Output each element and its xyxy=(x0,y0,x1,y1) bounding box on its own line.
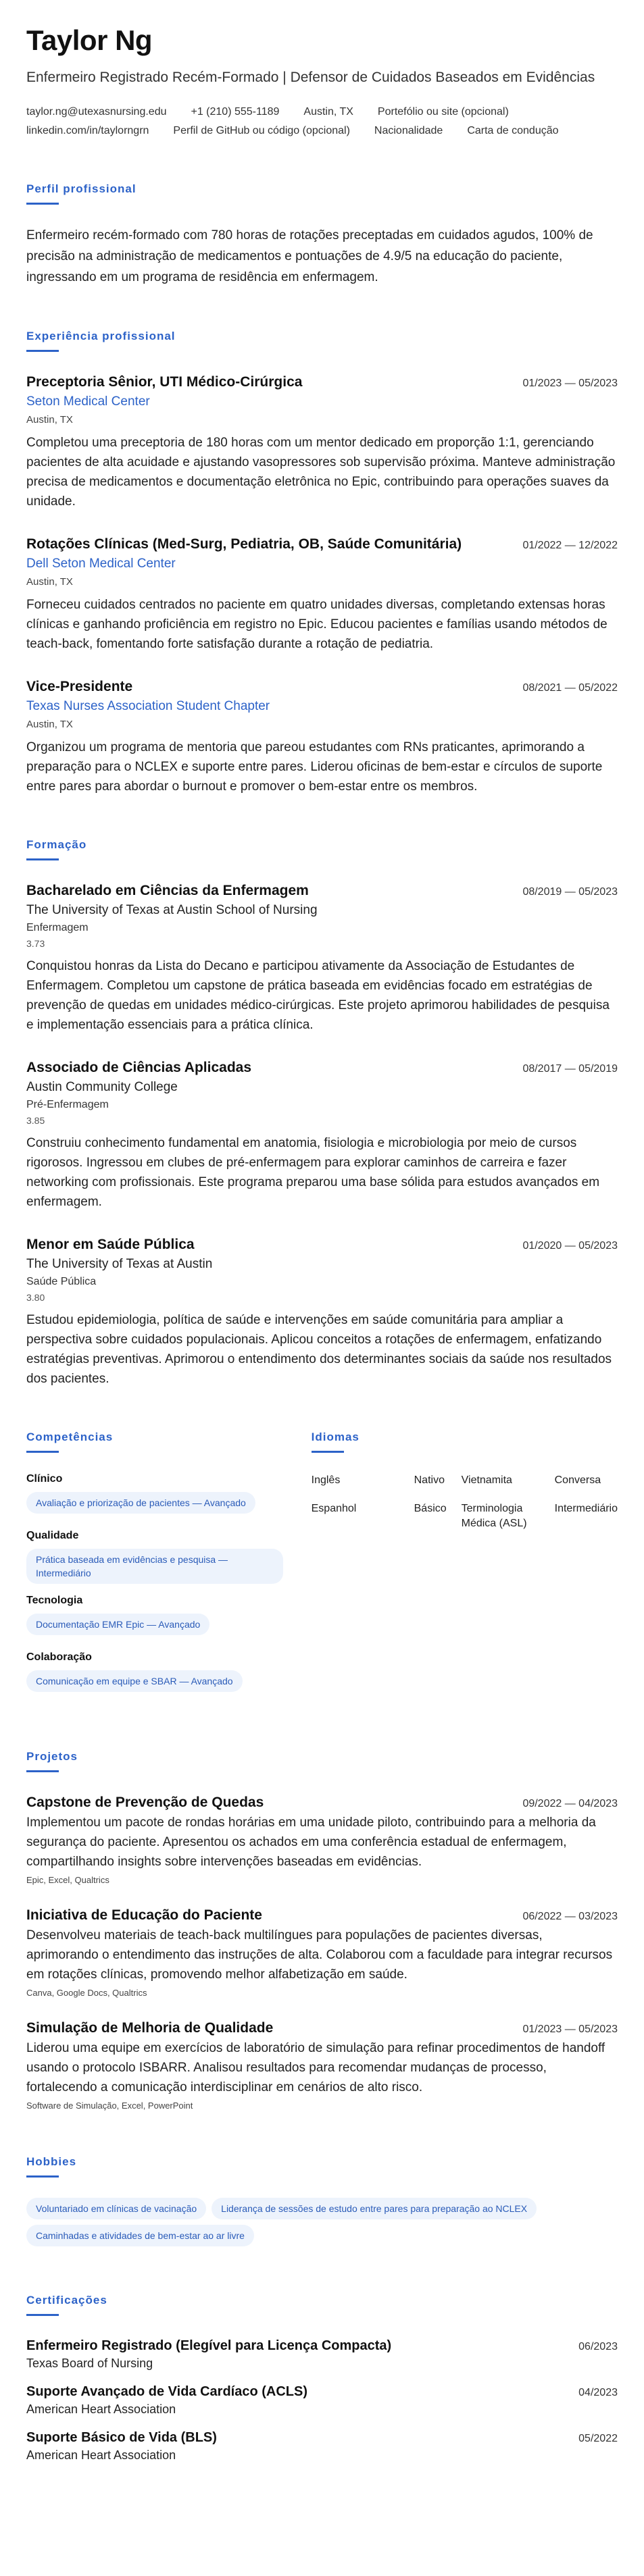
school-name: The University of Texas at Austin xyxy=(26,1257,213,1271)
skill-chip: Prática baseada em evidências e pesquisa — Intermediário xyxy=(26,1549,283,1584)
experience-item xyxy=(26,372,618,511)
job-location: Austin, TX xyxy=(26,414,73,426)
section-title: Experiência profissional xyxy=(26,330,176,342)
job-title: Preceptoria Sênior, UTI Médico-Cirúrgica xyxy=(26,374,303,390)
contact-phone[interactable]: +1 (210) 555-1189 xyxy=(191,106,280,118)
contact-location: Austin, TX xyxy=(303,106,353,118)
certification-name: Suporte Avançado de Vida Cardíaco (ACLS) xyxy=(26,2384,308,2399)
section-title: Hobbies xyxy=(26,2155,77,2168)
skill-group-name: Qualidade xyxy=(26,1530,79,1541)
field-of-study: Pré-Enfermagem xyxy=(26,1099,109,1110)
job-org[interactable]: Seton Medical Center xyxy=(26,394,150,409)
contact-github[interactable]: Perfil de GitHub ou código (opcional) xyxy=(173,125,350,136)
degree-title: Associado de Ciências Aplicadas xyxy=(26,1060,252,1075)
certifications-section xyxy=(26,2294,618,2463)
certification-item xyxy=(26,2428,618,2463)
job-description: Organizou um programa de mentoria que pareou estudantes com RNs praticantes, aprimorando a preparação para o NCLEX e suporte entre pares. Liderou oficinas de bem-estar e círculos de suporte entre pares para abordar o burnout e promover o bem-estar entre os membros. xyxy=(26,740,603,794)
job-org[interactable]: Dell Seton Medical Center xyxy=(26,557,176,571)
project-tools: Canva, Google Docs, Qualtrics xyxy=(26,1988,147,1998)
field-of-study: Saúde Pública xyxy=(26,1276,97,1287)
project-date: 06/2022 — 03/2023 xyxy=(522,1911,618,1922)
certification-item xyxy=(26,2336,618,2371)
contact-email[interactable]: taylor.ng@utexasnursing.edu xyxy=(26,106,167,118)
skill-group-name: Tecnologia xyxy=(26,1595,83,1606)
project-item xyxy=(26,1905,618,2001)
gpa: 3.73 xyxy=(26,938,45,949)
language-level: Intermediário xyxy=(554,1503,618,1514)
project-name: Iniciativa de Educação do Paciente xyxy=(26,1907,262,1923)
project-item xyxy=(26,1793,618,1888)
education-date: 08/2017 — 05/2019 xyxy=(522,1063,618,1075)
language-row xyxy=(312,1473,618,1488)
languages-section xyxy=(312,1431,618,1708)
section-divider xyxy=(26,350,59,352)
certification-date: 06/2023 xyxy=(578,2341,618,2352)
resume-header xyxy=(26,24,618,140)
certification-date: 04/2023 xyxy=(578,2387,618,2398)
experience-item xyxy=(26,677,618,796)
project-tools: Epic, Excel, Qualtrics xyxy=(26,1875,109,1885)
skill-group xyxy=(26,1651,283,1697)
contact-linkedin[interactable]: linkedin.com/in/taylorngrn xyxy=(26,125,149,136)
section-divider xyxy=(312,1451,344,1453)
school-name: Austin Community College xyxy=(26,1080,178,1094)
project-item xyxy=(26,2018,618,2113)
section-divider xyxy=(26,1770,59,1772)
contact-license: Carta de condução xyxy=(467,125,559,136)
section-title: Projetos xyxy=(26,1750,78,1763)
section-title: Certificações xyxy=(26,2294,107,2307)
education-description: Conquistou honras da Lista do Decano e participou ativamente da Associação de Estudantes de Enfermagem. Completou um capstone de prática baseada em evidências focado em estratégias de prevenção de quedas em unidades médico-cirúrgicas. Este projeto aprimorou habilidades de pesquisa e implementação essenciais para a prática clínica. xyxy=(26,959,610,1032)
hobbies-section xyxy=(26,2155,618,2252)
skill-group xyxy=(26,1595,283,1641)
skill-group-name: Clínico xyxy=(26,1473,63,1485)
language-level: Básico xyxy=(414,1503,447,1514)
degree-title: Menor em Saúde Pública xyxy=(26,1237,195,1252)
experience-section xyxy=(26,330,618,796)
section-divider xyxy=(26,2314,59,2316)
gpa: 3.85 xyxy=(26,1115,45,1126)
project-date: 09/2022 — 04/2023 xyxy=(522,1798,618,1809)
profile-summary: Enfermeiro recém-formado com 780 horas de rotações preceptadas em cuidados agudos, 100% de precisão na administração de medicamentos e pontuações de 4.9/5 na educação do paciente, ingressando em um programa de residência em enfermagem. xyxy=(26,228,593,284)
hobby-chip: Liderança de sessões de estudo entre pares para preparação ao NCLEX xyxy=(212,2198,537,2219)
language-name: Terminologia Médica (ASL) xyxy=(461,1503,527,1529)
certification-issuer: American Heart Association xyxy=(26,2402,176,2416)
headline: Enfermeiro Registrado Recém-Formado | Defensor de Cuidados Baseados em Evidências xyxy=(26,70,595,85)
section-divider xyxy=(26,1451,59,1453)
section-divider xyxy=(26,858,59,860)
skill-group xyxy=(26,1530,283,1584)
section-divider xyxy=(26,2175,59,2178)
language-row xyxy=(312,1501,618,1531)
project-name: Simulação de Melhoria de Qualidade xyxy=(26,2020,274,2036)
job-description: Completou uma preceptoria de 180 horas com um mentor dedicado em proporção 1:1, gerenciando pacientes de alta acuidade e ajustando vasopressores sob supervisão próxima. Manteve administração precisa de medicamentos e documentação eletrônica no Epic, contribuindo para operações suaves da unidade. xyxy=(26,436,616,509)
job-date: 01/2022 — 12/2022 xyxy=(522,540,618,551)
job-date: 01/2023 — 05/2023 xyxy=(522,378,618,389)
language-level: Nativo xyxy=(414,1474,445,1486)
project-tools: Software de Simulação, Excel, PowerPoint xyxy=(26,2101,193,2111)
section-title: Perfil profissional xyxy=(26,182,137,195)
education-item xyxy=(26,1235,618,1389)
education-item xyxy=(26,1058,618,1212)
certification-issuer: American Heart Association xyxy=(26,2448,176,2462)
job-date: 08/2021 — 05/2022 xyxy=(522,682,618,694)
experience-item xyxy=(26,534,618,654)
skill-chip: Comunicação em equipe e SBAR — Avançado xyxy=(26,1670,243,1692)
profile-section xyxy=(26,182,618,288)
projects-section xyxy=(26,1750,618,2113)
degree-title: Bacharelado em Ciências da Enfermagem xyxy=(26,883,309,898)
certification-issuer: Texas Board of Nursing xyxy=(26,2356,153,2370)
hobby-chip: Voluntariado em clínicas de vacinação xyxy=(26,2198,206,2219)
skills-languages-row xyxy=(26,1431,618,1708)
certification-item xyxy=(26,2382,618,2417)
section-title: Competências xyxy=(26,1431,114,1443)
project-description: Desenvolveu materiais de teach-back multilíngues para populações de pacientes diversas, aprimorando o entendimento das instruções de alta. Colaborou com a faculdade para integrar recursos em rotações clínicas, promovendo melhor alfabetização em saúde. xyxy=(26,1928,613,1982)
job-location: Austin, TX xyxy=(26,576,73,588)
contact-row xyxy=(26,103,618,122)
education-description: Construiu conhecimento fundamental em anatomia, fisiologia e microbiologia por meio de cursos rigorosos. Ingressou em clubes de pré-enfermagem para explorar caminhos de carreira e fazer networking com profissionais. Este programa preparou uma base sólida para estudos avançados em enfermagem. xyxy=(26,1136,600,1209)
education-description: Estudou epidemiologia, política de saúde e intervenções em saúde comunitária para ampliar a perspectiva sobre cuidados populacionais. Aplicou conceitos a rotações de enfermagem, enfatizando estratégias preventivas. Aprimorou o entendimento dos determinantes sociais da saúde nos resultados dos pacientes. xyxy=(26,1313,612,1386)
job-title: Rotações Clínicas (Med-Surg, Pediatria, OB, Saúde Comunitária) xyxy=(26,536,462,552)
skill-chip: Documentação EMR Epic — Avançado xyxy=(26,1614,209,1635)
skills-section xyxy=(26,1431,283,1708)
education-item xyxy=(26,881,618,1035)
job-title: Vice-Presidente xyxy=(26,679,133,694)
field-of-study: Enfermagem xyxy=(26,922,89,933)
job-description: Forneceu cuidados centrados no paciente em quatro unidades diversas, completando extensas horas clínicas e ganhando proficiência em registro no Epic. Educou pacientes e famílias usando métodos de teach-back, fomentando forte satisfação durante a rotação de pediatria. xyxy=(26,598,608,651)
section-divider xyxy=(26,203,59,205)
job-location: Austin, TX xyxy=(26,719,73,730)
project-description: Liderou uma equipe em exercícios de laboratório de simulação para refinar procedimentos de handoff usando o protocolo ISBARR. Analisou resultados para recomendar mudanças de processo, fortalecendo a comunicação interdisciplinar em cenários de alto risco. xyxy=(26,2041,605,2094)
skill-group xyxy=(26,1473,283,1519)
section-title: Formação xyxy=(26,838,87,851)
skill-chip: Avaliação e priorização de pacientes — Avançado xyxy=(26,1492,255,1514)
language-name: Espanhol xyxy=(311,1503,357,1514)
project-name: Capstone de Prevenção de Quedas xyxy=(26,1795,264,1810)
candidate-name: Taylor Ng xyxy=(26,24,153,56)
school-name: The University of Texas at Austin School of Nursing xyxy=(26,903,318,917)
language-name: Vietnamita xyxy=(461,1474,512,1486)
skill-group-name: Colaboração xyxy=(26,1651,92,1663)
project-date: 01/2023 — 05/2023 xyxy=(522,2024,618,2035)
hobby-chip: Caminhadas e atividades de bem-estar ao ar livre xyxy=(26,2225,254,2246)
contact-row-2 xyxy=(26,122,618,140)
section-title: Idiomas xyxy=(311,1431,360,1443)
education-section xyxy=(26,838,618,1389)
contact-portfolio[interactable]: Portefólio ou site (opcional) xyxy=(377,106,509,118)
certification-name: Enfermeiro Registrado (Elegível para Licença Compacta) xyxy=(26,2338,392,2353)
contact-nationality: Nacionalidade xyxy=(374,125,443,136)
job-org[interactable]: Texas Nurses Association Student Chapter xyxy=(26,699,270,713)
project-description: Implementou um pacote de rondas horárias em uma unidade piloto, contribuindo para a melhoria da segurança do paciente. Apresentou os achados em uma conferência estadual de enfermagem, compartilhando insights sobre intervenções baseadas em evidências. xyxy=(26,1815,596,1869)
hobby-list xyxy=(26,2198,618,2252)
language-level: Conversa xyxy=(554,1474,601,1486)
language-name: Inglês xyxy=(311,1474,341,1486)
education-date: 08/2019 — 05/2023 xyxy=(522,886,618,898)
gpa: 3.80 xyxy=(26,1292,45,1303)
certification-date: 05/2022 xyxy=(578,2433,618,2444)
education-date: 01/2020 — 05/2023 xyxy=(522,1240,618,1252)
certification-name: Suporte Básico de Vida (BLS) xyxy=(26,2430,217,2445)
